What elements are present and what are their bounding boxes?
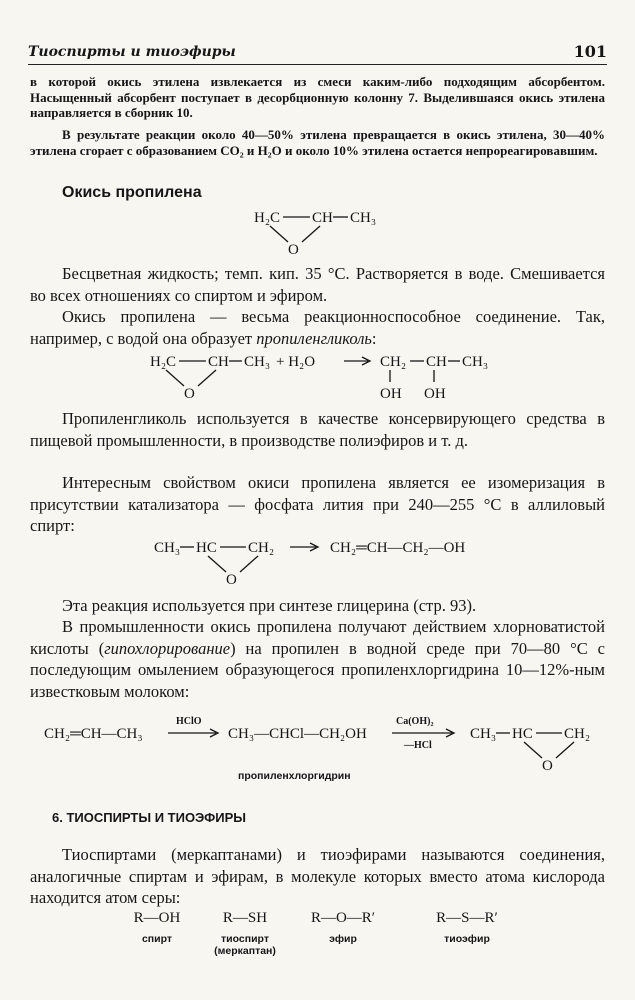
p8-term: гипохлорирование [104, 638, 231, 658]
comparison-formula: R—OH [133, 910, 181, 926]
f1-h2c: H₂C [254, 210, 281, 226]
f2-h2c: H₂C [150, 354, 177, 370]
f1-ch3: CH₃ [350, 210, 377, 226]
industrial-synthesis-formula [44, 712, 604, 774]
f2-product-ch2: CH₂ [380, 354, 407, 370]
p8-text-b: ) на пропилен в водной среде при 70—80 °С с последующим омылением образующегося пропиленхлоргидрина 10—12%-ным известковым молоком: [30, 638, 605, 701]
f3-ch3: CH₃ [154, 540, 181, 556]
comparison-caption [190, 933, 300, 957]
section-heading: 6. ТИОСПИРТЫ И ТИОЭФИРЫ [52, 810, 246, 825]
f2-product-ch: CH [426, 354, 447, 370]
f2-oh-1: OH [380, 386, 402, 402]
comparison-caption: эфир [329, 933, 357, 945]
f3-hc: HC [196, 540, 217, 556]
f4-hc: HC [512, 726, 533, 742]
p4-colon: : [371, 328, 377, 348]
page-header [28, 36, 607, 65]
hydration-formula [146, 346, 506, 406]
comparison-caption: спирт [141, 933, 173, 945]
paragraph-uses: Пропиленгликоль используется в качестве консервирующего средства в пищевой промышленности, в производстве полиэфиров и т. д. [30, 409, 605, 450]
f1-ch: CH [312, 210, 333, 226]
p4-term: пропиленгликоль [256, 328, 372, 348]
f4-reagent-caoh2: Ca(OH)₂ [396, 716, 434, 727]
comparison-item-thioether [412, 910, 522, 945]
comparison-caption: тиоэфир [444, 933, 490, 945]
f4-byproduct-hcl: —HCl [404, 740, 432, 751]
comparison-caption-line2: (меркаптан) [214, 945, 276, 957]
f2-oh-2: OH [424, 386, 446, 402]
f2-product-ch3: CH₃ [462, 354, 489, 370]
paragraph-isomerization: Интересным свойством окиси пропилена является ее изомеризация в присутствии катализатора — фосфата лития при 240—255 °С в аллиловый спирт: [30, 473, 605, 535]
propylene-oxide-formula [250, 200, 390, 260]
running-title: Тиоспирты и тиоэфиры [28, 44, 236, 60]
f1-o: O [288, 242, 299, 258]
paragraph-reactivity [30, 306, 605, 349]
f4-reactant: CH₂═CH—CH₃ [44, 726, 143, 742]
comparison-item-ether [288, 910, 398, 945]
f2-ch3: CH₃ [244, 354, 271, 370]
f2-plus-water: + H₂O [276, 354, 316, 370]
comparison-formula: R—SH [222, 910, 268, 926]
small-paragraph-1: в которой окись этилена извлекается из смеси каким-либо подходящим абсорбентом. Насыщенный абсорбент поступает в десорбционную колонну 7. Выделившаяся окись этилена направляется в сборник 10. [30, 74, 605, 120]
f4-o: O [542, 758, 553, 774]
paragraph-properties: Бесцветная жидкость; темп. кип. 35 °С. Растворяется в воде. Смешивается во всех отношениях со спиртом и эфиром. [30, 264, 605, 305]
f4-ch2: CH₂ [564, 726, 591, 742]
small-paragraph-2: В результате реакции около 40—50% этилена превращается в окись этилена, 30—40% этилена сгорает с образованием CO₂ и H₂O и около 10% этилена остается непрореагировавшим. [30, 127, 605, 158]
paragraph-glycerol: Эта реакция используется при синтезе глицерина (стр. 93). [62, 596, 477, 615]
comparison-caption-line1: тиоспирт [221, 933, 269, 945]
comparison-formula: R—S—R′ [436, 910, 498, 926]
isomerization-formula [150, 534, 490, 594]
subsection-heading: Окись пропилена [62, 184, 202, 201]
comparison-item-thiol [190, 910, 300, 957]
f3-ch2: CH₂ [248, 540, 275, 556]
f2-o: O [184, 386, 195, 402]
f4-ch3: CH₃ [470, 726, 497, 742]
p8-text-a: В промышленности окись пропилена получают действием хлорноватистой кислоты ( [30, 617, 605, 658]
chlorohydrin-caption: пропиленхлоргидрин [238, 770, 351, 782]
f4-intermediate: CH₃—CHCl—CH₂OH [228, 726, 367, 742]
f2-ch: CH [208, 354, 229, 370]
paragraph-industry [30, 616, 605, 702]
f3-product: CH₂═CH—CH₂—OH [330, 540, 466, 556]
comparison-formula: R—O—R′ [310, 910, 376, 926]
page-number: 101 [573, 42, 607, 61]
f3-o: O [226, 572, 237, 588]
p4-text: Окись пропилена — весьма реакционноспособное соединение. Так, например, с водой она образует [30, 307, 605, 348]
paragraph-thiols-intro: Тиоспиртами (меркаптанами) и тиоэфирами называются соединения, аналогичные спиртам и эфирам, в молекуле которых вместо атома кислорода находится атом серы: [30, 845, 605, 907]
f4-reagent-hclo: HClO [176, 716, 202, 727]
